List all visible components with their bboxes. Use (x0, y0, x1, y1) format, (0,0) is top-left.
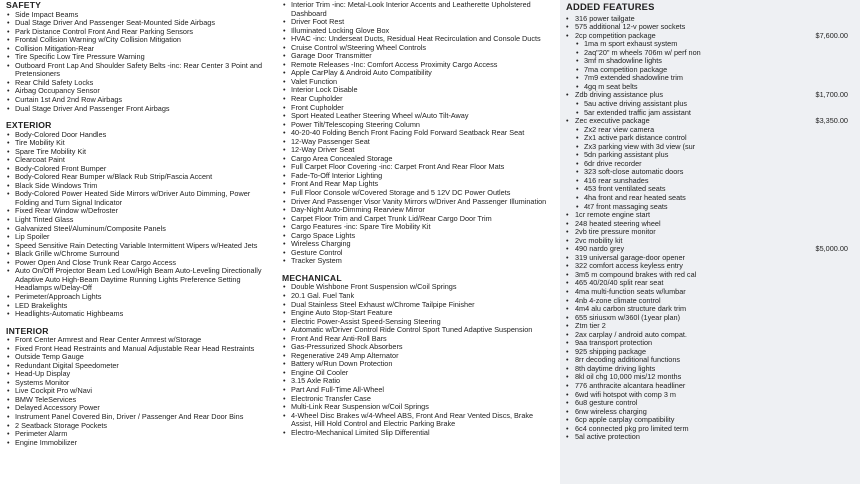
feature-item: • Live Cockpit Pro w/Navi (6, 387, 276, 396)
added-feature-subgroup (560, 126, 860, 211)
feature-item: • Head-Up Display (6, 370, 276, 379)
feature-item: • Perimeter/Approach Lights (6, 293, 276, 302)
feature-item: • Electronic Transfer Case (282, 395, 552, 404)
feature-item: • Outboard Front Lap And Shoulder Safety Belts -inc: Rear Center 3 Point and Pretensioners (6, 62, 276, 79)
feature-item: • Fixed Rear Window w/Defroster (6, 207, 276, 216)
added-feature-label: Ztm tier 2 (575, 321, 606, 331)
feature-item: • LED Brakelights (6, 302, 276, 311)
features-column-1 (6, 0, 276, 455)
added-feature-subitem: • 4t7 front massaging seats (560, 203, 860, 212)
feature-item: • Curtain 1st And 2nd Row Airbags (6, 96, 276, 105)
added-feature-label: 3m5 m compound brakes with red cal (575, 269, 697, 279)
feature-item: • Illuminated Locking Glove Box (282, 27, 552, 36)
feature-item: • Driver Foot Rest (282, 18, 552, 27)
feature-item: • Perimeter Alarm (6, 430, 276, 439)
added-feature-subitem: • 1ma m sport exhaust system (560, 40, 860, 49)
feature-item: • Engine Oil Cooler (282, 369, 552, 378)
feature-item: • Auto On/Off Projector Beam Led Low/High Beam Auto-Leveling Directionally Adaptive Auto High-Beam Daytime Running Lights Preference Setting Headlamps w/Delay-Off (6, 267, 276, 293)
feature-item: • Body-Colored Front Bumper (6, 165, 276, 174)
added-feature-label: 6wd wifi hotspot with comp 3 m (575, 389, 676, 399)
feature-item: • Spare Tire Mobility Kit (6, 148, 276, 157)
feature-item: • Lip Spoiler (6, 233, 276, 242)
added-feature-label: 319 universal garage-door opener (575, 252, 685, 262)
feature-item: • Rear Cupholder (282, 95, 552, 104)
feature-list (6, 336, 276, 447)
feature-item: • 40-20-40 Folding Bench Front Facing Fold Forward Seatback Rear Seat (282, 129, 552, 138)
feature-item: • Power Tilt/Telescoping Steering Column (282, 121, 552, 130)
feature-item: • 12-Way Passenger Seat (282, 138, 552, 147)
feature-item: • Valet Function (282, 78, 552, 87)
feature-item: • Systems Monitor (6, 379, 276, 388)
added-feature-label: 9aa transport protection (575, 338, 653, 348)
feature-item: • Carpet Floor Trim and Carpet Trunk Lid/Rear Cargo Door Trim (282, 215, 552, 224)
feature-item: • Speed Sensitive Rain Detecting Variable Intermittent Wipers w/Heated Jets (6, 242, 276, 251)
feature-item: • Power Open And Close Trunk Rear Cargo Access (6, 259, 276, 268)
added-feature-label: 316 power tailgate (575, 13, 635, 23)
added-feature-subitem: • 3mf m shadowline lights (560, 57, 860, 66)
section-heading: INTERIOR (6, 325, 49, 336)
added-feature-subitem: • 323 soft-close automatic doors (560, 168, 860, 177)
added-feature-label: Zec executive package (575, 116, 650, 126)
added-feature-label: 5al active protection (575, 432, 640, 442)
section-continued (282, 1, 552, 266)
feature-item: • Redundant Digital Speedometer (6, 362, 276, 371)
added-feature-subitem: • 7m9 extended shadowline trim (560, 74, 860, 83)
added-feature-label: 6c4 connected pkg pro limited term (575, 423, 689, 433)
added-feature-subitem: • 2aq"20" m wheels 706m w/ perf non (560, 49, 860, 58)
added-feature-label: 6u8 gesture control (575, 398, 638, 408)
feature-item: • Apple CarPlay & Android Auto Compatibility (282, 69, 552, 78)
feature-item: • Fade-To-Off Interior Lighting (282, 172, 552, 181)
feature-item: • Black Side Windows Trim (6, 182, 276, 191)
feature-item: • Battery w/Run Down Protection (282, 360, 552, 369)
added-feature-label: 4m4 alu carbon structure dark trim (575, 304, 687, 314)
feature-list (282, 1, 552, 266)
added-feature-subitem: • Zx2 rear view camera (560, 126, 860, 135)
feature-item: • Full Carpet Floor Covering -inc: Carpet Front And Rear Floor Mats (282, 163, 552, 172)
added-feature-label: 1cr remote engine start (575, 210, 651, 220)
added-feature-label: 490 nardo grey (575, 244, 625, 254)
added-feature-subitem: • 5ar extended traffic jam assistant (560, 109, 860, 118)
added-feature-label: 6cp apple carplay compatibility (575, 415, 675, 425)
feature-item: • Park Distance Control Front And Rear Parking Sensors (6, 28, 276, 37)
section-interior (6, 327, 276, 448)
added-feature-item (560, 433, 860, 442)
feature-item: • Fixed Front Head Restraints and Manual Adjustable Rear Head Restraints (6, 345, 276, 354)
section-exterior (6, 121, 276, 319)
feature-item: • 2 Seatback Storage Pockets (6, 422, 276, 431)
added-feature-subitem: • 5dn parking assistant plus (560, 151, 860, 160)
feature-item: • Automatic w/Driver Control Ride Control Sport Tuned Adaptive Suspension (282, 326, 552, 335)
feature-item: • Multi-Link Rear Suspension w/Coil Springs (282, 403, 552, 412)
added-features-title: ADDED FEATURES (566, 1, 655, 12)
added-feature-label: 465 40/20/40 split rear seat (575, 278, 664, 288)
feature-item: • Remote Releases -Inc: Comfort Access Proximity Cargo Access (282, 61, 552, 70)
section-mechanical (282, 274, 552, 437)
feature-item: • Gesture Control (282, 249, 552, 258)
feature-list (6, 131, 276, 319)
added-feature-label: 925 shipping package (575, 346, 646, 356)
added-feature-subitem: • 5au active driving assistant plus (560, 100, 860, 109)
feature-item: • Cruise Control w/Steering Wheel Controls (282, 44, 552, 53)
section-heading: MECHANICAL (282, 272, 342, 283)
feature-item: • 4-Wheel Disc Brakes w/4-Wheel ABS, Front And Rear Vented Discs, Brake Assist, Hill Hold Control and Electric Parking Brake (282, 412, 552, 429)
feature-item: • Cargo Features -inc: Spare Tire Mobility Kit (282, 223, 552, 232)
feature-item: • Rear Child Safety Locks (6, 79, 276, 88)
feature-item: • Tire Mobility Kit (6, 139, 276, 148)
added-feature-label: 248 heated steering wheel (575, 218, 661, 228)
feature-item: • Galvanized Steel/Aluminum/Composite Panels (6, 225, 276, 234)
feature-item: • Garage Door Transmitter (282, 52, 552, 61)
added-features-panel (560, 0, 860, 484)
features-column-2 (282, 0, 552, 445)
feature-item: • Wireless Charging (282, 240, 552, 249)
section-heading: SAFETY (6, 0, 42, 10)
feature-list (282, 283, 552, 437)
feature-item: • Cargo Area Concealed Storage (282, 155, 552, 164)
feature-item: • Black Grille w/Chrome Surround (6, 250, 276, 259)
added-feature-price: $1,700.00 (815, 90, 848, 100)
feature-item: • Body-Colored Door Handles (6, 131, 276, 140)
added-feature-label: 8rr decoding additional functions (575, 355, 681, 365)
feature-item: • Body-Colored Rear Bumper w/Black Rub Strip/Fascia Accent (6, 173, 276, 182)
feature-item: • Interior Lock Disable (282, 86, 552, 95)
feature-item: • Engine Auto Stop-Start Feature (282, 309, 552, 318)
added-feature-label: Zdb driving assistance plus (575, 90, 664, 100)
added-feature-price: $3,350.00 (815, 116, 848, 126)
feature-item: • Front And Rear Anti-Roll Bars (282, 335, 552, 344)
feature-item: • Side Impact Beams (6, 11, 276, 20)
feature-item: • Cargo Space Lights (282, 232, 552, 241)
added-feature-subitem: • 7ma competition package (560, 66, 860, 75)
added-feature-sublist (560, 100, 860, 117)
added-features-list (560, 15, 860, 442)
added-feature-label: 322 comfort access keyless entry (575, 261, 683, 271)
added-feature-label: 2vb tire pressure monitor (575, 227, 656, 237)
added-feature-price: $5,000.00 (815, 244, 848, 254)
feature-item: • Collision Mitigation-Rear (6, 45, 276, 54)
added-feature-subitem: • Zx1 active park distance control (560, 134, 860, 143)
added-feature-label: 8kl oil chg 10,000 mis/12 months (575, 372, 682, 382)
feature-item: • Outside Temp Gauge (6, 353, 276, 362)
added-feature-label: 2cp competition package (575, 30, 656, 40)
feature-item: • Light Tinted Glass (6, 216, 276, 225)
feature-item: • Dual Stainless Steel Exhaust w/Chrome Tailpipe Finisher (282, 301, 552, 310)
feature-item: • Electro-Mechanical Limited Slip Differential (282, 429, 552, 438)
added-feature-label: 6nw wireless charging (575, 406, 647, 416)
feature-list (6, 11, 276, 114)
feature-item: • HVAC -inc: Underseat Ducts, Residual Heat Recirculation and Console Ducts (282, 35, 552, 44)
feature-item: • Regenerative 249 Amp Alternator (282, 352, 552, 361)
feature-item: • BMW TeleServices (6, 396, 276, 405)
feature-item: • 12-Way Driver Seat (282, 146, 552, 155)
feature-item: • Airbag Occupancy Sensor (6, 87, 276, 96)
added-feature-label: 776 anthracite alcantara headliner (575, 381, 686, 391)
added-feature-label: 8th daytime driving lights (575, 363, 656, 373)
feature-item: • Driver And Passenger Visor Vanity Mirrors w/Driver And Passenger Illumination (282, 198, 552, 207)
feature-item: • Engine Immobilizer (6, 439, 276, 448)
feature-item: • Delayed Accessory Power (6, 404, 276, 413)
feature-item: • Tracker System (282, 257, 552, 266)
feature-item: • 20.1 Gal. Fuel Tank (282, 292, 552, 301)
feature-item: • Full Floor Console w/Covered Storage and 5 12V DC Power Outlets (282, 189, 552, 198)
feature-item: • Body-Colored Power Heated Side Mirrors w/Driver Auto Dimming, Power Folding and Turn Signal Indicator (6, 190, 276, 207)
feature-item: • Instrument Panel Covered Bin, Driver / Passenger And Rear Door Bins (6, 413, 276, 422)
feature-item: • Tire Specific Low Tire Pressure Warning (6, 53, 276, 62)
feature-item: • Front And Rear Map Lights (282, 180, 552, 189)
feature-item: • Clearcoat Paint (6, 156, 276, 165)
added-feature-sublist (560, 40, 860, 91)
feature-item: • Front Cupholder (282, 104, 552, 113)
added-feature-label: 4ma multi-function seats w/lumbar (575, 287, 686, 296)
added-feature-subitem: • 6dr drive recorder (560, 160, 860, 169)
feature-item: • Double Wishbone Front Suspension w/Coil Springs (282, 283, 552, 292)
added-feature-label: 575 additional 12-v power sockets (575, 22, 686, 32)
added-feature-subitem: • 4gq m seat belts (560, 83, 860, 92)
added-feature-label: 2vc mobility kit (575, 235, 623, 245)
feature-item: • Dual Stage Driver And Passenger Seat-Mounted Side Airbags (6, 19, 276, 28)
feature-item: • Dual Stage Driver And Passenger Front Airbags (6, 105, 276, 114)
feature-item: • Front Center Armrest and Rear Center Armrest w/Storage (6, 336, 276, 345)
added-feature-label: 2ax carplay / android auto compat. (575, 329, 687, 339)
feature-item: • Gas-Pressurized Shock Absorbers (282, 343, 552, 352)
feature-item: • Headlights-Automatic Highbeams (6, 310, 276, 319)
feature-item: • Frontal Collision Warning w/City Collision Mitigation (6, 36, 276, 45)
added-feature-subgroup (560, 40, 860, 91)
feature-item: • 3.15 Axle Ratio (282, 377, 552, 386)
added-feature-sublist (560, 126, 860, 211)
added-feature-subitem: • 453 front ventilated seats (560, 185, 860, 194)
added-feature-subitem: • Zx3 parking view with 3d view (sur (560, 143, 860, 152)
added-feature-subitem: • 416 rear sunshades (560, 177, 860, 186)
feature-item: • Sport Heated Leather Steering Wheel w/Auto Tilt-Away (282, 112, 552, 121)
feature-item: • Interior Trim -inc: Metal-Look Interior Accents and Leatherette Upholstered Dashboard (282, 1, 552, 18)
feature-item: • Part And Full-Time All-Wheel (282, 386, 552, 395)
added-feature-label: 4nb 4-zone climate control (575, 295, 661, 305)
feature-item: • Day-Night Auto-Dimming Rearview Mirror (282, 206, 552, 215)
section-safety (6, 1, 276, 113)
feature-item: • Electric Power-Assist Speed-Sensing Steering (282, 318, 552, 327)
section-heading: EXTERIOR (6, 120, 52, 131)
added-feature-subgroup (560, 100, 860, 117)
added-feature-price: $7,600.00 (815, 30, 848, 40)
added-feature-subitem: • 4ha front and rear heated seats (560, 194, 860, 203)
added-feature-label: 655 siriusxm w/360l (1year plan) (575, 312, 681, 322)
